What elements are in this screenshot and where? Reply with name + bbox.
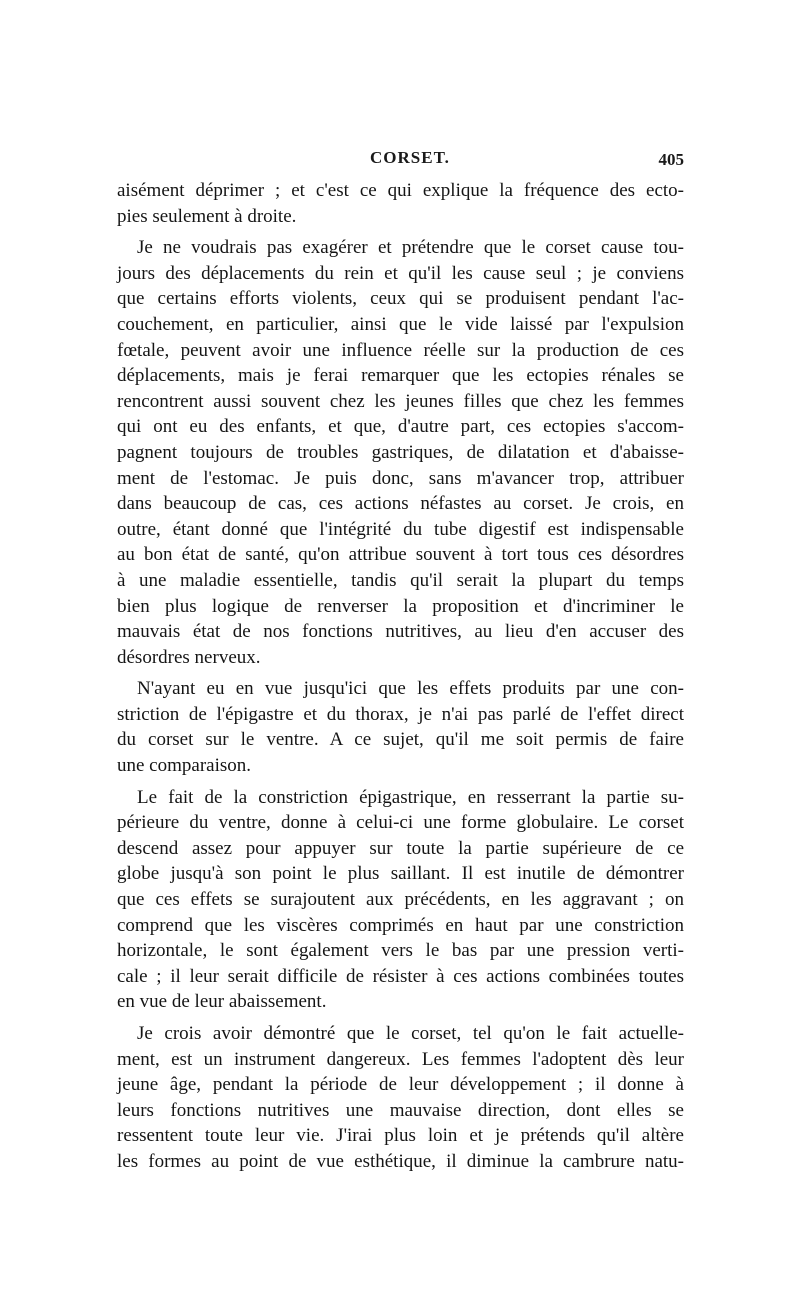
text-line: fœtale, peuvent avoir une influence réelle sur la production de ces — [117, 339, 684, 361]
text-line: mauvais état de nos fonctions nutritives, au lieu d'en accuser des — [117, 621, 684, 643]
text-line: leurs fonctions nutritives une mauvaise direction, dont elles se — [117, 1099, 684, 1121]
paragraph-1 — [117, 178, 684, 229]
text-line: ressentent toute leur vie. J'irai plus loin et je prétends qu'il altère — [117, 1125, 684, 1147]
text-line: globe jusqu'à son point le plus saillant. Il est inutile de démontrer — [117, 863, 684, 885]
text-line: cale ; il leur serait difficile de résister à ces actions combinées toutes — [117, 965, 684, 987]
text-line: que certains efforts violents, ceux qui se produisent pendant l'ac- — [117, 288, 684, 310]
text-line: Je ne voudrais pas exagérer et prétendre que le corset cause tou- — [137, 237, 684, 259]
paragraph-3 — [117, 676, 684, 778]
text-line: ment de l'estomac. Je puis donc, sans m'avancer trop, attribuer — [117, 467, 684, 489]
text-line: rencontrent aussi souvent chez les jeunes filles que chez les femmes — [117, 390, 684, 412]
text-line: couchement, en particulier, ainsi que le vide laissé par l'expulsion — [117, 313, 684, 335]
text-line: du corset sur le ventre. A ce sujet, qu'il me soit permis de faire — [117, 729, 684, 751]
text-line: pagnent toujours de troubles gastriques, de dilatation et d'abaisse- — [117, 441, 684, 463]
running-title: CORSET. — [370, 148, 450, 167]
text-line: striction de l'épigastre et du thorax, je n'ai pas parlé de l'effet direct — [117, 703, 684, 725]
text-line: Le fait de la constriction épigastrique, en resserrant la partie su- — [137, 786, 684, 808]
text-line: les formes au point de vue esthétique, il diminue la cambrure natu- — [117, 1150, 684, 1172]
text-line: au bon état de santé, qu'on attribue souvent à tort tous ces désordres — [117, 544, 684, 566]
text-line: horizontale, le sont également vers le bas par une pression verti- — [117, 940, 684, 962]
text-line: outre, étant donné que l'intégrité du tube digestif est indispensable — [117, 518, 684, 540]
text-line: descend assez pour appuyer sur toute la partie supérieure de ce — [117, 837, 684, 859]
text-line: une comparaison. — [117, 755, 252, 777]
running-header — [117, 148, 684, 172]
text-line: jeune âge, pendant la période de leur développement ; il donne à — [117, 1074, 684, 1096]
text-line: à une maladie essentielle, tandis qu'il serait la plupart du temps — [117, 569, 684, 591]
text-line: désordres nerveux. — [117, 646, 261, 668]
text-line: en vue de leur abaissement. — [117, 991, 327, 1013]
text-line: ment, est un instrument dangereux. Les femmes l'adoptent dès leur — [117, 1048, 684, 1070]
text-line: périeure du ventre, donne à celui-ci une forme globulaire. Le corset — [117, 812, 684, 834]
text-line: qui ont eu des enfants, et que, d'autre part, ces ectopies s'accom- — [117, 416, 684, 438]
text-line: pies seulement à droite. — [117, 205, 297, 227]
paragraph-4 — [117, 785, 684, 1015]
text-line: dans beaucoup de cas, ces actions néfastes au corset. Je crois, en — [117, 493, 684, 515]
text-line: aisément déprimer ; et c'est ce qui explique la fréquence des ecto- — [117, 180, 684, 201]
text-line: que ces effets se surajoutent aux précédents, en les aggravant ; on — [117, 889, 684, 911]
text-line: déplacements, mais je ferai remarquer que les ectopies rénales se — [117, 365, 684, 387]
text-line: N'ayant eu en vue jusqu'ici que les effets produits par une con- — [137, 678, 684, 700]
page-number: 405 — [658, 150, 684, 169]
text-line: Je crois avoir démontré que le corset, tel qu'on le fait actuelle- — [137, 1023, 684, 1044]
text-line: bien plus logique de renverser la proposition et d'incriminer le — [117, 595, 684, 617]
paragraph-5 — [117, 1021, 684, 1175]
text-line: jours des déplacements du rein et qu'il les cause seul ; je conviens — [117, 262, 684, 284]
paragraph-2 — [117, 235, 684, 670]
text-line: comprend que les viscères comprimés en haut par une constriction — [117, 914, 684, 936]
body-text — [117, 178, 684, 1181]
